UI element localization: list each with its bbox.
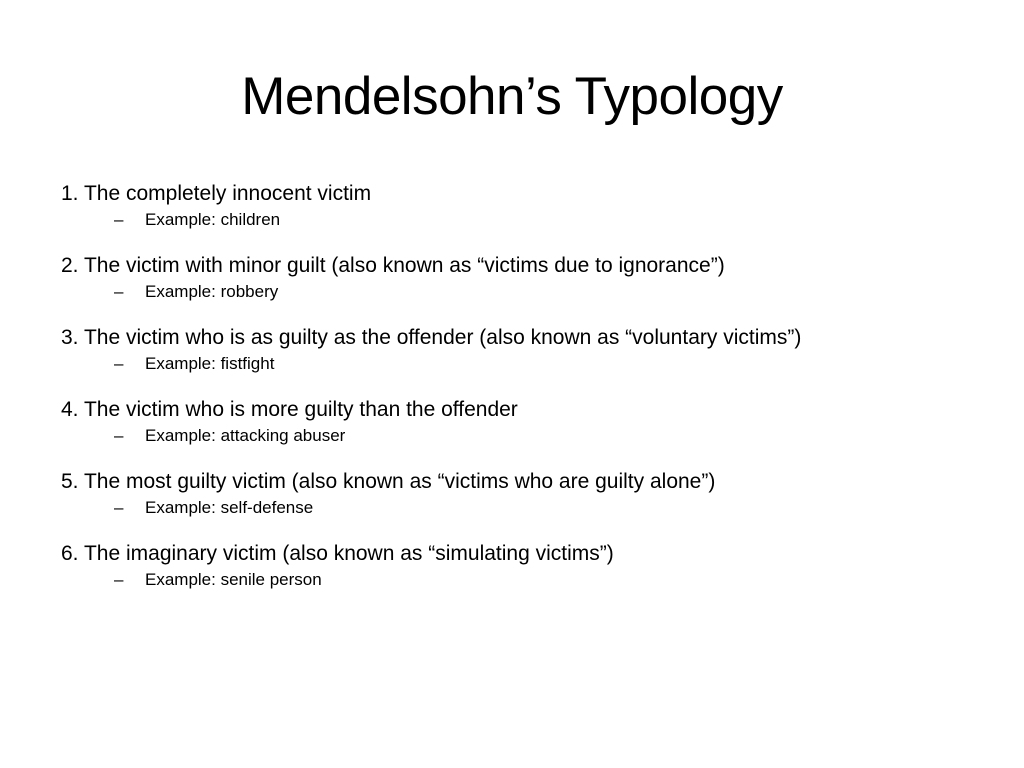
item-text: 6. The imaginary victim (also known as “simulating victims”) (61, 542, 614, 565)
item-text: 2. The victim with minor guilt (also known as “victims due to ignorance”) (61, 254, 725, 277)
list-item (61, 540, 981, 592)
dash-bullet: – (114, 570, 124, 589)
item-example (61, 568, 981, 592)
example-text: Example: self-defense (145, 498, 314, 517)
dash-bullet: – (114, 282, 124, 301)
item-text: 5. The most guilty victim (also known as “victims who are guilty alone”) (61, 470, 716, 493)
example-text: Example: robbery (145, 282, 279, 301)
dash-bullet: – (114, 426, 124, 445)
item-text: 3. The victim who is as guilty as the offender (also known as “voluntary victims”) (61, 326, 802, 349)
example-text: Example: attacking abuser (145, 426, 346, 445)
list-item (61, 468, 981, 520)
item-example (61, 208, 981, 232)
item-text: 1. The completely innocent victim (61, 182, 372, 205)
item-example (61, 352, 981, 376)
dash-bullet: – (114, 210, 124, 229)
dash-bullet: – (114, 498, 124, 517)
item-example (61, 496, 981, 520)
slide-title: Mendelsohn’s Typology (241, 67, 783, 126)
list-item (61, 324, 981, 376)
list-item (61, 252, 981, 304)
item-example (61, 280, 981, 304)
item-text: 4. The victim who is more guilty than the offender (61, 398, 518, 421)
typology-list (61, 180, 981, 612)
example-text: Example: children (145, 210, 281, 229)
item-example (61, 424, 981, 448)
list-item (61, 396, 981, 448)
list-item (61, 180, 981, 232)
dash-bullet: – (114, 354, 124, 373)
example-text: Example: senile person (145, 570, 322, 589)
example-text: Example: fistfight (145, 354, 275, 373)
